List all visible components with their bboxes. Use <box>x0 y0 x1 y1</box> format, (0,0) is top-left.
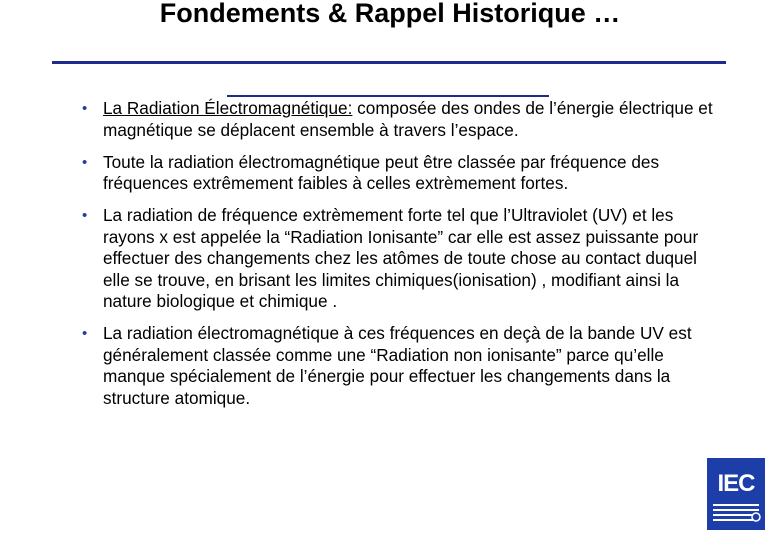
bullet-item <box>82 205 722 313</box>
logo-text: IEC <box>717 470 755 497</box>
iec-logo <box>707 458 765 530</box>
bullet-text: La radiation de fréquence extrèmement forte tel que l’Ultraviolet (UV) et les rayons x est appelée la “Radiation Ionisante” car elle est assez puissante pour effectuer des changements chez les atômes de toute chose au contact duquel elle se trouve, en brisant les limites chimiques(ionisation) , modifiant ainsi la nature biologique et chimique . <box>103 205 699 311</box>
bullet-dot-icon: • <box>82 207 88 224</box>
bullet-item <box>82 152 722 195</box>
bullet-text: La radiation électromagnétique à ces fréquences en deçà de la bande UV est généralement classée comme une “Radiation non ionisante” parce qu’elle manque spécialement de l’énergie pour effectuer les changements dans la structure atomique. <box>103 323 692 408</box>
bullet-dot-icon: • <box>82 325 88 342</box>
bullet-dot-icon: • <box>82 153 88 171</box>
bullet-dot-icon: • <box>82 100 88 117</box>
bullet-item <box>82 323 722 409</box>
bullet-term: La Radiation Électromagnétique: <box>103 98 353 118</box>
bullet-list <box>82 98 722 420</box>
slide-title: Fondements & Rappel Historique … <box>159 0 621 28</box>
logo-waves-icon <box>707 502 765 530</box>
decorative-line <box>227 95 549 97</box>
bullet-item <box>82 98 722 141</box>
bullet-text: Toute la radiation électromagnétique peut être classée par fréquence des fréquences extrêmement faibles à celles extrèmement fortes. <box>103 151 660 193</box>
title-divider <box>52 61 726 64</box>
bullet-text: composée des ondes de l’énergie électrique et magnétique se déplacent ensemble à travers l’espace. <box>103 98 713 140</box>
